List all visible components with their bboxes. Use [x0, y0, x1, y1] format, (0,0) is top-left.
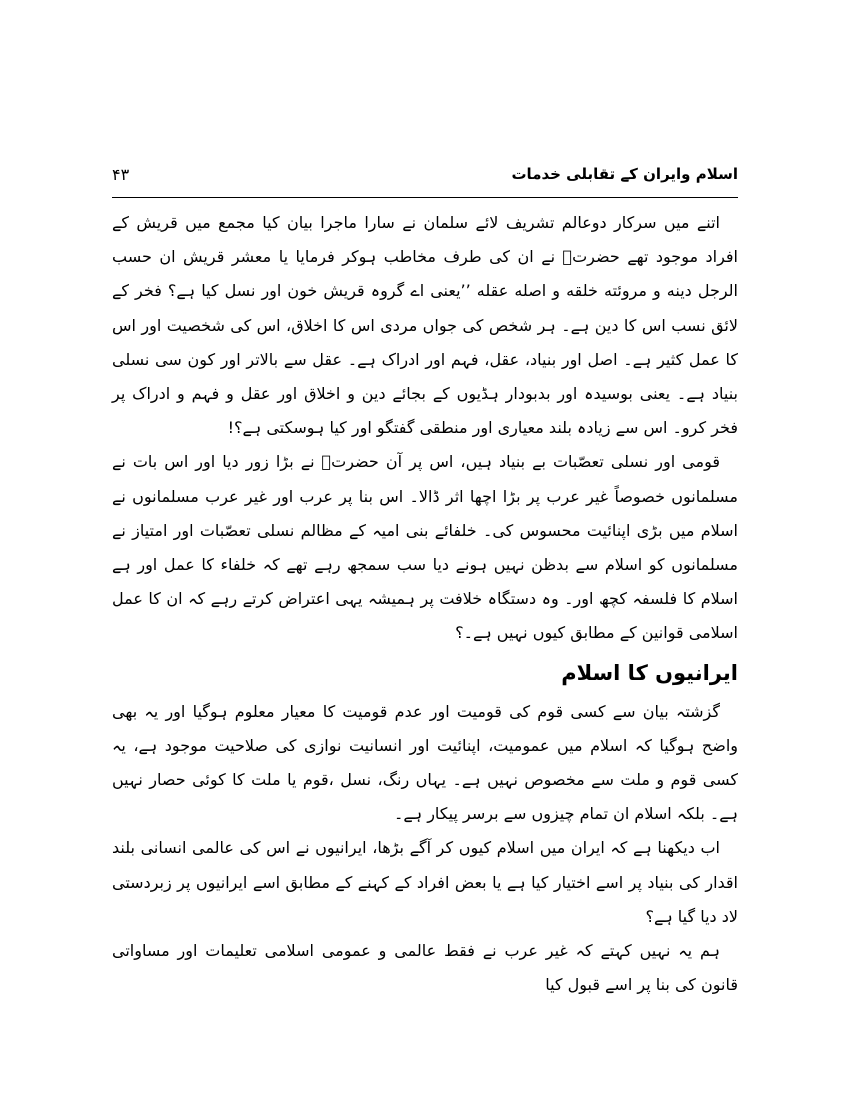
header-rule — [112, 197, 738, 198]
body-paragraph: اتنے میں سرکار دوعالم تشریف لائے سلمان نے سارا ماجرا بیان کیا مجمع میں قریش کے افراد موجود تھے حضرتؐ نے ان کی طرف مخاطب ہوکر فرمایا یا معشر قریش ان حسب الرجل دینه و مروئته خلقه و اصله عقله ’’یعنی اے گروہ قریش خون اور نسل کیا ہے؟ فخر کے لائق نسب اس کا دین ہے۔ ہر شخص کی جواں مردی اس کا اخلاق، اس کی شخصیت اور اس کا عمل کثیر ہے۔ اصل اور بنیاد، عقل، فہم اور ادراک ہے۔ عقل سے بالاتر اور کون سی نسلی بنیاد ہے۔ یعنی بوسیدہ اور بدبودار ہڈیوں کے بجائے دین و اخلاق اور عقل و فہم و ادراک پر فخر کرو۔ اس سے زیادہ بلند معیاری اور منطقی گفتگو اور کیا ہوسکتی ہے؟! — [112, 213, 738, 438]
body-paragraph: ہم یہ نہیں کہتے کہ غیر عرب نے فقط عالمی و عمومی اسلامی تعلیمات اور مساواتی قانون کی بنا پر اسے قبول کیا — [112, 941, 738, 995]
body-paragraph: قومی اور نسلی تعصّبات بے بنیاد ہیں، اس پر آن حضرتؐ نے بڑا زور دیا اور اس بات نے مسلمانوں خصوصاً غیر عرب پر بڑا اچھا اثر ڈالا۔ اس بنا پر عرب اور غیر عرب مسلمانوں نے اسلام میں بڑی اپنائیت محسوس کی۔ خلفائے بنی امیہ کے مظالم نسلی تعصّبات اور امتیاز نے مسلمانوں کو اسلام سے بدظن نہیں ہونے دیا سب سمجھ رہے تھے کہ خلفاء کا عمل اور ہے اسلام کا فلسفہ کچھ اور۔ وہ دستگاہ خلافت پر ہمیشہ یہی اعتراض کرتے رہے کہ ان کا عمل اسلامی قوانین کے مطابق کیوں نہیں ہے۔؟ — [112, 452, 738, 643]
body-paragraph: اب دیکھنا ہے کہ ایران میں اسلام کیوں کر آگے بڑھا، ایرانیوں نے اس کی عالمی انسانی بلند اقدار کی بنیاد پر اسے اختیار کیا ہے یا بعض افراد کے کہنے کے مطابق اسے ایرانیوں پر زبردستی لاد دیا گیا ہے؟ — [112, 838, 738, 926]
section-heading: ایرانیوں کا اسلام — [561, 660, 738, 685]
running-header — [112, 160, 738, 188]
body-paragraph: گزشتہ بیان سے کسی قوم کی قومیت اور عدم قومیت کا معیار معلوم ہوگیا اور یہ بھی واضح ہوگیا کہ اسلام میں عمومیت، اپنائیت اور انسانیت نوازی کی صلاحیت موجود ہے، یہ کسی قوم و ملت سے مخصوص نہیں ہے۔ یہاں رنگ، نسل ،قوم یا ملت کا کوئی حصار نہیں ہے۔ بلکہ اسلام ان تمام چیزوں سے برسر پیکار ہے۔ — [112, 701, 738, 824]
page-body — [112, 206, 738, 1002]
header-title: اسلام وایران کے تقابلی خدمات — [511, 165, 738, 183]
page-number: ۴۳ — [112, 164, 130, 184]
